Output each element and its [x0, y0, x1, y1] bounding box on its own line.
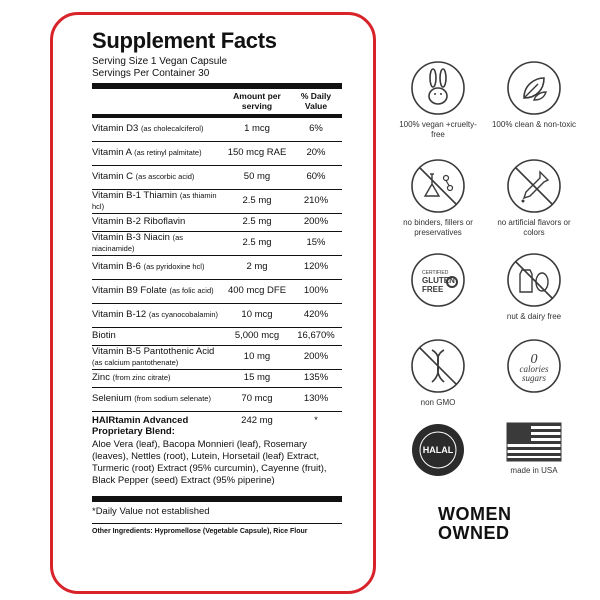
- facts-title: Supplement Facts: [92, 28, 277, 53]
- facts-header: [92, 89, 342, 114]
- dv-note: *Daily Value not established: [92, 506, 210, 517]
- nutrient-name: [92, 285, 224, 298]
- nutrient-name: [92, 309, 224, 322]
- bunny-icon: [410, 60, 466, 116]
- nutrient-amount: 2.5 mg: [242, 237, 272, 249]
- nutrient-dv: 200%: [303, 351, 329, 363]
- facts-rows: [92, 118, 342, 412]
- nutrient-amount: 10 mg: [243, 351, 271, 363]
- icon-gluten-free: [393, 252, 483, 312]
- nutrient-row: [92, 166, 342, 190]
- nutrient-label: Vitamin C: [92, 171, 134, 183]
- icon-label-made-in-usa: made in USA: [510, 466, 558, 475]
- nutrient-dv: 20%: [306, 147, 326, 159]
- supplement-facts: [92, 28, 342, 535]
- nutrient-name: [92, 147, 224, 160]
- no-dropper-icon: [506, 158, 562, 214]
- nutrient-row: [92, 214, 342, 232]
- nutrient-dv: 420%: [303, 309, 329, 321]
- nutrient-row: [92, 232, 342, 256]
- nutrient-source: (as calcium pantothenate): [92, 357, 179, 367]
- other-label: Other Ingredients:: [92, 528, 153, 535]
- nutrient-row: [92, 328, 342, 346]
- nutrient-dv: 130%: [303, 393, 329, 405]
- svg-text:GLUTEN: GLUTEN: [422, 276, 455, 285]
- nutrient-label: Vitamin B-5 Pantothenic Acid: [92, 346, 215, 357]
- blend-name: HAIRtamin Advanced Proprietary Blend:: [92, 415, 189, 437]
- nutrient-name: [92, 123, 224, 136]
- icon-clean: [489, 60, 579, 130]
- icon-label-nut-dairy-free: nut & dairy free: [506, 312, 562, 321]
- nutrient-label: Vitamin B-3 Niacin: [92, 232, 170, 243]
- nutrient-source: (as thiamin hcl): [92, 191, 217, 211]
- nutrient-amount: 70 mcg: [241, 393, 273, 405]
- nutrient-amount: 150 mcg RAE: [227, 147, 287, 159]
- nutrient-source: (as retinyl palmitate): [134, 148, 202, 158]
- nutrient-label: Zinc: [92, 372, 110, 384]
- nutrient-label: Vitamin B-1 Thiamin: [92, 190, 178, 201]
- svg-text:HALAL: HALAL: [422, 445, 454, 455]
- nutrient-amount: 10 mcg: [241, 309, 273, 321]
- nutrient-amount: 1 mcg: [244, 123, 270, 135]
- nutrient-source: (as cholecalciferol): [140, 124, 204, 134]
- women-owned-line1: WOMEN: [438, 504, 512, 524]
- nutrient-label: Vitamin B-2 Riboflavin: [92, 216, 186, 228]
- nutrient-name: [92, 190, 224, 213]
- header-dv: % Daily Value: [300, 91, 332, 111]
- nutrient-dv: 15%: [306, 237, 326, 249]
- nutrient-source: (from sodium selenate): [134, 394, 211, 404]
- blend-row: [92, 412, 342, 437]
- halal-badge-icon: [410, 422, 466, 478]
- nutrient-name: [92, 346, 224, 369]
- nutrient-name: [92, 330, 224, 343]
- nutrient-label: Biotin: [92, 330, 116, 342]
- nutrient-name: [92, 393, 224, 406]
- svg-text:FREE: FREE: [422, 285, 444, 294]
- icon-halal: [393, 422, 483, 482]
- nutrient-name: [92, 216, 224, 229]
- zero-calories-icon: [506, 338, 562, 394]
- gluten-free-badge-icon: [410, 252, 466, 308]
- svg-text:calories: calories: [519, 364, 549, 374]
- nutrient-row: [92, 190, 342, 214]
- nutrient-label: Vitamin B-12: [92, 309, 147, 321]
- blend-ingredients: Aloe Vera (leaf), Bacopa Monnieri (leaf), Rosemary (leaves), Nettles (root), Lutein, Horsetail (leaf) Extract, Turmeric (root) Extract (95% curcumin), Cayenne (fruit), Black Pepper (seed) Extract (95% piperine): [92, 439, 327, 486]
- svg-text:CERTIFIED: CERTIFIED: [422, 270, 449, 276]
- nutrient-source: (as cyanocobalamin): [148, 310, 219, 320]
- nutrient-source: (from zinc citrate): [112, 373, 171, 383]
- nutrient-source: (as ascorbic acid): [135, 172, 195, 182]
- nutrient-row: [92, 256, 342, 280]
- servings-per-container: Servings Per Container 30: [92, 68, 210, 79]
- nutrient-source: (as pyridoxine hcl): [143, 262, 205, 272]
- women-owned-line2: OWNED: [438, 523, 510, 543]
- svg-text:0: 0: [530, 352, 538, 367]
- icon-made-in-usa: [489, 422, 579, 476]
- other-value: Hypromellose (Vegetable Capsule), Rice Flour: [154, 528, 308, 535]
- nutrient-amount: 50 mg: [243, 171, 271, 183]
- us-flag-icon: [506, 422, 562, 462]
- icon-vegan: [393, 60, 483, 140]
- icon-non-gmo: [393, 338, 483, 408]
- no-milk-nut-icon: [506, 252, 562, 308]
- nutrient-row: [92, 304, 342, 328]
- nutrient-row: [92, 370, 342, 388]
- nutrient-row: [92, 388, 342, 412]
- nutrient-source: (as niacinamide): [92, 233, 184, 253]
- nutrient-name: [92, 232, 224, 255]
- leaves-icon: [506, 60, 562, 116]
- icon-label-vegan: 100% vegan +cruelty-free: [399, 120, 477, 139]
- svg-text:sugars: sugars: [521, 373, 547, 383]
- nutrient-amount: 2.5 mg: [242, 216, 272, 228]
- nutrient-dv: 16,670%: [297, 330, 335, 342]
- nutrient-amount: 2.5 mg: [242, 195, 272, 207]
- nutrient-amount: 2 mg: [246, 261, 268, 273]
- no-gmo-icon: [410, 338, 466, 394]
- icon-label-non-gmo: non GMO: [420, 398, 456, 407]
- icon-no-binders: [393, 158, 483, 238]
- nutrient-name: [92, 372, 224, 385]
- icon-nut-dairy-free: [489, 252, 579, 322]
- nutrient-label: Vitamin D3: [92, 123, 139, 135]
- women-owned-logo: [438, 505, 512, 543]
- nutrient-label: Vitamin A: [92, 147, 132, 159]
- header-amount: Amount per serving: [233, 91, 281, 111]
- nutrient-row: [92, 142, 342, 166]
- no-flask-icon: [410, 158, 466, 214]
- nutrient-amount: 15 mg: [243, 372, 271, 384]
- nutrient-row: [92, 280, 342, 304]
- icon-label-no-binders: no binders, fillers or preservatives: [403, 218, 473, 237]
- icon-zero-calories: [489, 338, 579, 398]
- blend-dv: *: [314, 415, 318, 426]
- icon-label-no-artificial: no artificial flavors or colors: [497, 218, 571, 237]
- nutrient-amount: 5,000 mcg: [234, 330, 280, 342]
- nutrient-label: Vitamin B-6: [92, 261, 141, 273]
- nutrient-label: Selenium: [92, 393, 132, 405]
- icon-label-clean: 100% clean & non-toxic: [491, 120, 577, 129]
- nutrient-dv: 60%: [306, 171, 326, 183]
- serving-size: Serving Size 1 Vegan Capsule: [92, 56, 228, 67]
- nutrient-name: [92, 171, 224, 184]
- nutrient-row: [92, 118, 342, 142]
- nutrient-row: [92, 346, 342, 370]
- icon-no-artificial: [489, 158, 579, 238]
- nutrient-dv: 200%: [303, 216, 329, 228]
- nutrient-dv: 6%: [309, 123, 323, 135]
- nutrient-dv: 210%: [303, 195, 329, 207]
- other-ingredients: [92, 524, 342, 535]
- nutrient-source: (as folic acid): [169, 286, 214, 296]
- nutrient-dv: 135%: [303, 372, 329, 384]
- nutrient-dv: 120%: [303, 261, 329, 273]
- nutrient-amount: 400 mcg DFE: [227, 285, 287, 297]
- nutrient-label: Vitamin B9 Folate: [92, 285, 167, 297]
- nutrient-dv: 100%: [303, 285, 329, 297]
- nutrient-name: [92, 261, 224, 274]
- blend-amount: 242 mg: [241, 415, 273, 426]
